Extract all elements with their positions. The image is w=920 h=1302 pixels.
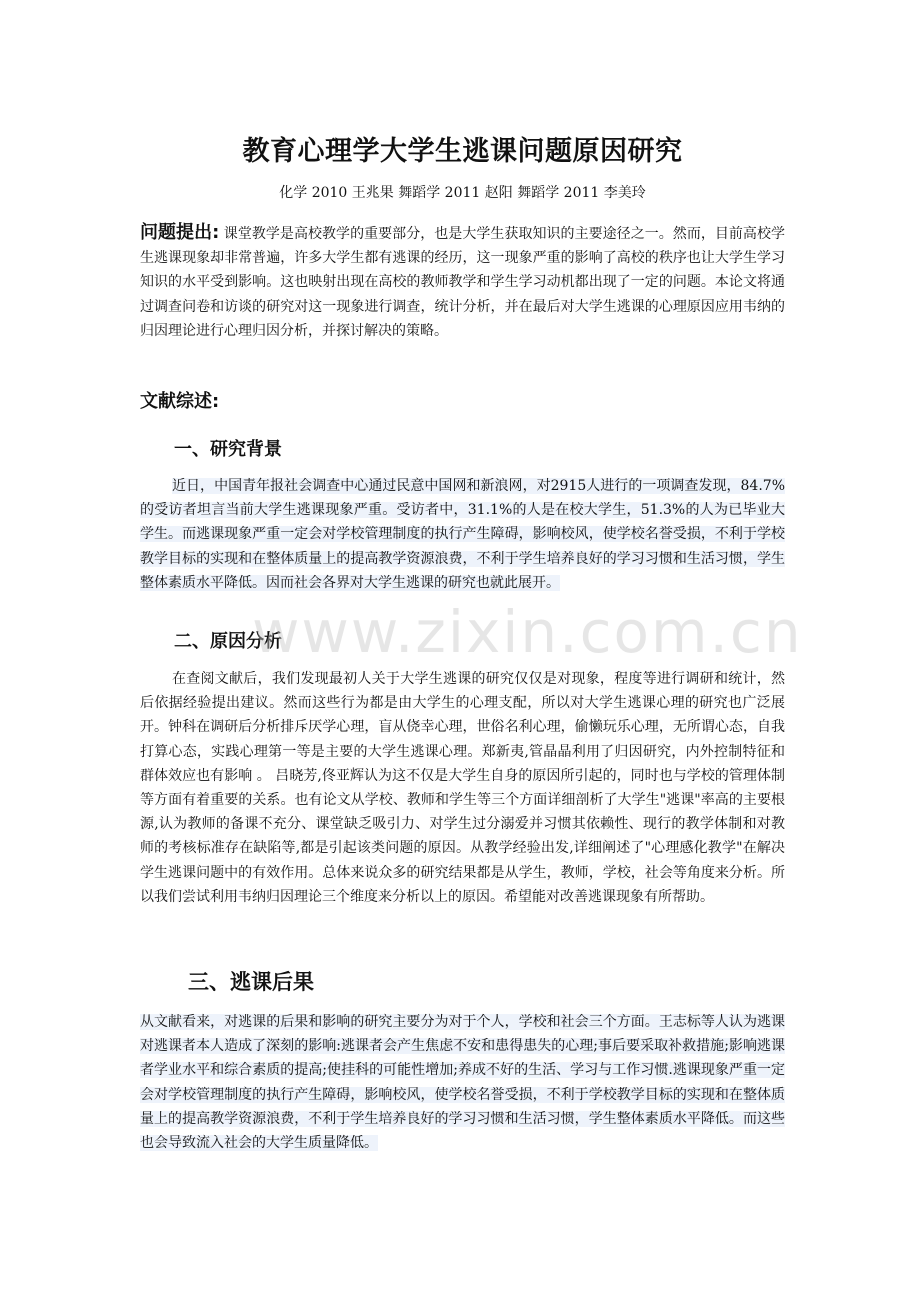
problem-text: 课堂教学是高校教学的重要部分，也是大学生获取知识的主要途径之一。然而，目前高校学生逃课现象却非常普遍，许多大学生都有逃课的经历，这一现象严重的影响了高校的秩序也让大学生学习知识的水平受到影响。这也映射出现在高校的教师教学和学生学习动机都出现了一定的问题。本论文将通过调查问卷和访谈的研究对这一现象进行调查，统计分析，并在最后对大学生逃课的心理原因应用韦纳的归因理论进行心理归因分析，并探讨解决的策略。: [140, 226, 785, 339]
section-text-consequences: [140, 1010, 785, 1155]
highlighted-text: 近日，中国青年报社会调查中心通过民意中国网和新浪网，对2915人进行的一项调查发现，84.7%的受访者坦言当前大学生逃课现象严重。受访者中，31.1%的人是在校大学生，51.3%的人为已毕业大学生。而逃课现象严重一定会对学校管理制度的执行产生障碍，影响校风，使学校名誉受损，不利于学校教学目标的实现和在整体质量上的提高教学资源浪费，不利于学生培养良好的学习习惯和生活习惯，学生整体素质水平降低。因而社会各界对大学生逃课的研究也就此展开。: [140, 478, 785, 591]
highlighted-text: 从文献看来，对逃课的后果和影响的研究主要分为对于个人，学校和社会三个方面。王志标等人认为逃课对逃课者本人造成了深刻的影响:逃课者会产生焦虑不安和患得患失的心理;事后要采取补救措施;影响逃课者学业水平和综合素质的提高;使挂科的可能性增加;养成不好的生活、学习与工作习惯.逃课现象严重一定会对学校管理制度的执行产生障碍，影响校风，使学校名誉受损，不利于学校教学目标的实现和在整体质量上的提高教学资源浪费，不利于学生培养良好的学习习惯和生活习惯，学生整体素质水平降低。而这些也会导致流入社会的大学生质量降低。: [140, 1014, 785, 1152]
watermark: www.zixin.com.cn: [252, 598, 803, 666]
problem-heading: 问题提出:: [140, 222, 220, 243]
section-text-causes: 在查阅文献后，我们发现最初人关于大学生逃课的研究仅仅是对现象，程度等进行调研和统计，然后依据经验提出建议。然而这些行为都是由大学生的心理支配，所以对大学生逃课心理的研究也广泛展开。钟科在调研后分析排斥厌学心理，盲从侥幸心理，世俗名利心理，偷懒玩乐心理，无所谓心态，自我打算心态，实践心理第一等是主要的大学生逃课心理。郑新夷,管晶晶利用了归因研究，内外控制特征和群体效应也有影响 。 吕晓芳,佟亚辉认为这不仅是大学生自身的原因所引起的，同时也与学校的管理体制等方面有着重要的关系。也有论文从学校、教师和学生等三个方面详细剖析了大学生"逃课"率高的主要根源,认为教师的备课不充分、课堂缺乏吸引力、对学生过分溺爱并习惯其依赖性、现行的教学体制和对教师的考核标准存在缺陷等,都是引起该类问题的原因。从教学经验出发,详细阐述了"心理感化教学"在解决学生逃课问题中的有效作用。总体来说众多的研究结果都是从学生，教师，学校，社会等角度来分析。所以我们尝试利用韦纳归因理论三个维度来分析以上的原因。希望能对改善逃课现象有所帮助。: [140, 671, 785, 905]
section-heading-background: 一、研究背景: [174, 439, 282, 460]
document-title: 教育心理学大学生逃课问题原因研究: [242, 136, 683, 167]
section-heading-causes: 二、原因分析: [174, 631, 282, 652]
author-line: 化学 2010 王兆果 舞蹈学 2011 赵阳 舞蹈学 2011 李美玲: [279, 185, 646, 201]
section-text-background: [140, 474, 785, 595]
literature-review-heading: 文献综述:: [140, 391, 220, 412]
section-heading-consequences: 三、逃课后果: [188, 970, 314, 994]
problem-statement: [140, 221, 785, 343]
